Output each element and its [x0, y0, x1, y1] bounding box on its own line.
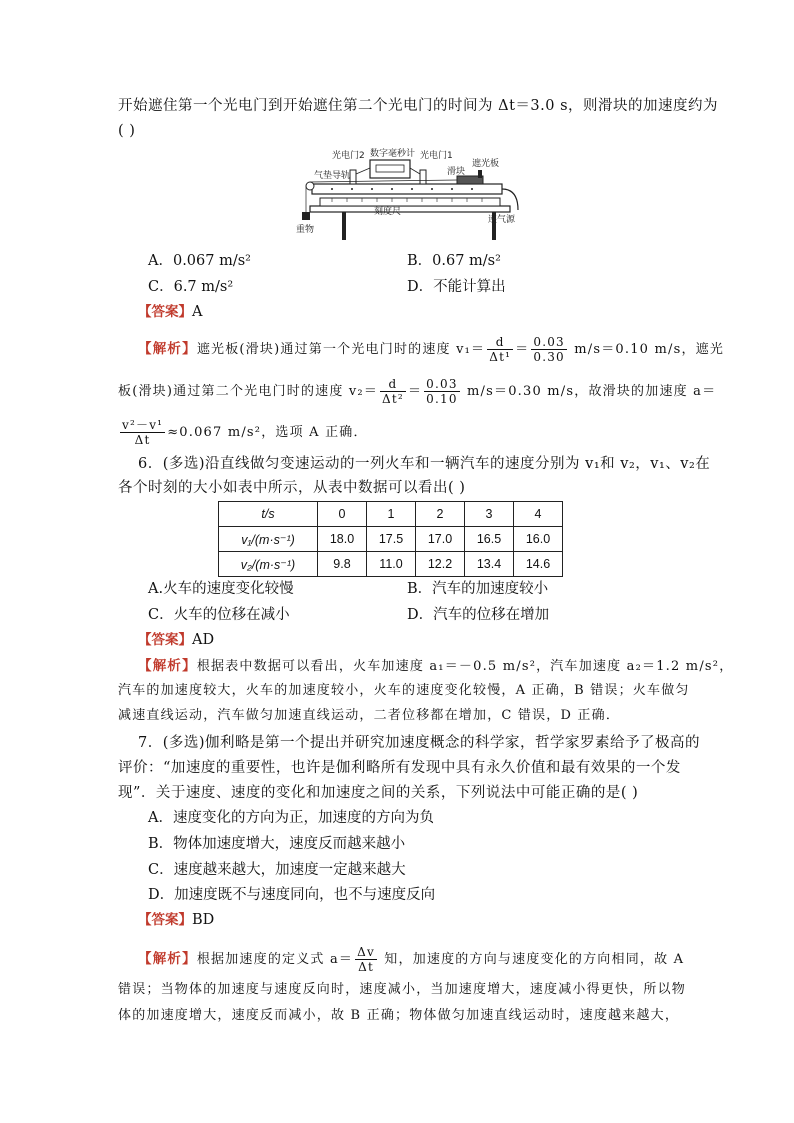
label-plate: 遮光板 — [472, 159, 500, 169]
answer-value: A — [192, 304, 203, 320]
pulley — [306, 182, 314, 190]
q5-stem-line2: ( ) — [118, 123, 136, 139]
fraction: $\frac{\text{v²－v¹}}{\Delta t}$ — [122, 418, 164, 447]
air-track-figure — [292, 148, 522, 240]
q7-answer — [138, 910, 214, 930]
q5-option-a: A．0.067 m/s² — [148, 253, 251, 269]
photogate-1 — [420, 170, 426, 184]
label-weight: 重物 — [296, 225, 315, 235]
table-row: v₂/(m·s⁻¹) 9.8 11.0 12.2 13.4 14.6 — [219, 552, 563, 577]
q5-option-d: D．不能计算出 — [407, 279, 506, 295]
q7-option-d: D．加速度既不与速度同向，也不与速度反向 — [148, 887, 436, 903]
q7-stem-line3: 现”．关于速度、速度的变化和加速度之间的关系，下列说法中可能正确的是( ) — [118, 785, 639, 801]
q6-option-a: A.火车的速度变化较慢 — [148, 581, 294, 597]
label-slider: 滑块 — [447, 167, 466, 177]
table-row: t/s 0 1 2 3 4 — [219, 502, 563, 527]
fraction: $\frac{0.03}{0.30}$ — [533, 335, 565, 364]
label-gate1: 光电门1 — [420, 151, 453, 161]
answer-value: AD — [192, 632, 215, 648]
answer-tag: 【答案】 — [138, 632, 192, 648]
q5-answer — [138, 302, 202, 322]
q7-analysis-line3: 体的加速度增大，速度反而减小，故 B 正确；物体做匀加速直线运动时，速度越来越大， — [118, 1008, 680, 1023]
q7-option-b: B．物体加速度增大，速度反而越来越小 — [148, 836, 406, 852]
q7-stem-line2: 评价：“加速度的重要性，也许是伽利略所有发现中具有永久价值和最有效果的一个发 — [118, 760, 681, 776]
answer-tag: 【答案】 — [138, 912, 192, 928]
q6-analysis-line2: 汽车的加速度较大，火车的加速度较小，火车的速度变化较慢，A 正确，B 错误；火车做匀 — [118, 683, 690, 698]
q7-option-c: C．速度越来越大，加速度一定越来越大 — [148, 862, 406, 878]
label-ruler: 刻度尺 — [374, 207, 402, 217]
photogate-2 — [350, 170, 356, 184]
fraction: $\frac{0.03}{0.10}$ — [426, 377, 458, 406]
q5-analysis-line2: 板(滑块)通过第二个光电门时的速度 v₂＝ $\frac{d}{\text{Δt²}}$ ＝ $\frac{0.03}{0.10}$ m/s＝0.30 m/s，故滑块的加速度 a＝ — [118, 377, 717, 406]
label-track: 气垫导轨 — [314, 171, 351, 181]
q5-option-b: B．0.67 m/s² — [407, 253, 501, 269]
q7-option-a: A．速度变化的方向为正，加速度的方向为负 — [148, 810, 434, 826]
shading-plate — [478, 170, 482, 178]
hanging-weight — [302, 212, 310, 220]
table-top — [310, 206, 510, 212]
q7-stem-line1: 7．(多选)伽利略是第一个提出并研究加速度概念的科学家，哲学家罗素给予了极高的 — [138, 735, 701, 751]
fraction: $\frac{d}{\text{Δt²}}$ — [382, 377, 404, 406]
q6-stem-line1: 6．(多选)沿直线做匀变速运动的一列火车和一辆汽车的速度分别为 v₁和 v₂，v₁、v₂在 — [138, 456, 711, 472]
q6-analysis-line1: 【解析】根据表中数据可以看出，火车加速度 a₁＝－0.5 m/s²，汽车加速度 a₂＝1.2 m/s²， — [138, 658, 734, 674]
q5-stem-line1: 开始遮住第一个光电门到开始遮住第二个光电门的时间为 Δt＝3.0 s，则滑块的加速度约为 — [118, 98, 719, 114]
q5-option-c: C．6.7 m/s² — [148, 279, 234, 295]
label-gate2: 光电门2 — [332, 151, 365, 161]
label-timer: 数字毫秒计 — [370, 149, 416, 159]
analysis-tag: 【解析】 — [138, 341, 197, 357]
fraction: $\frac{d}{\text{Δt¹}}$ — [489, 335, 512, 364]
q6-option-b: B．汽车的加速度较小 — [407, 581, 549, 597]
label-air: 连气源 — [488, 215, 516, 225]
velocity-table — [218, 501, 563, 577]
fraction: $\frac{\Delta v}{\Delta t}$ — [357, 945, 375, 974]
q6-option-d: D．汽车的位移在增加 — [407, 607, 550, 623]
q7-analysis-line2: 错误；当物体的加速度与速度反向时，速度减小，当加速度增大，速度减小得更快，所以物 — [118, 982, 687, 997]
q6-stem-line2: 各个时刻的大小如表中所示，从表中数据可以看出( ) — [118, 480, 466, 496]
q6-analysis-line3: 减速直线运动，汽车做匀加速直线运动，二者位移都在增加，C 错误，D 正确． — [118, 708, 621, 723]
analysis-tag: 【解析】 — [138, 951, 197, 967]
q5-analysis-line1: 【解析】遮光板(滑块)通过第一个光电门时的速度 v₁＝ $\frac{d}{\text{Δt¹}}$ ＝ $\frac{0.03}{0.30}$ m/s＝0.10 m/s，遮光 — [138, 335, 725, 364]
q5-analysis-line3: $\frac{\text{v²－v¹}}{\Delta t}$ ≈0.067 m/s²，选项 A 正确． — [122, 418, 368, 447]
air-track — [312, 184, 502, 194]
table-leg-left — [342, 210, 346, 240]
table-row: v₁/(m·s⁻¹) 18.0 17.5 17.0 16.5 16.0 — [219, 527, 563, 552]
answer-tag: 【答案】 — [138, 304, 192, 320]
q7-analysis-line1: 【解析】根据加速度的定义式 a＝ $\frac{\Delta v}{\Delta t}$ 知，加速度的方向与速度变化的方向相同，故 A — [138, 945, 685, 974]
q6-answer — [138, 630, 214, 650]
q6-option-c: C．火车的位移在减小 — [148, 607, 290, 623]
answer-value: BD — [192, 912, 215, 928]
analysis-tag: 【解析】 — [138, 658, 197, 674]
